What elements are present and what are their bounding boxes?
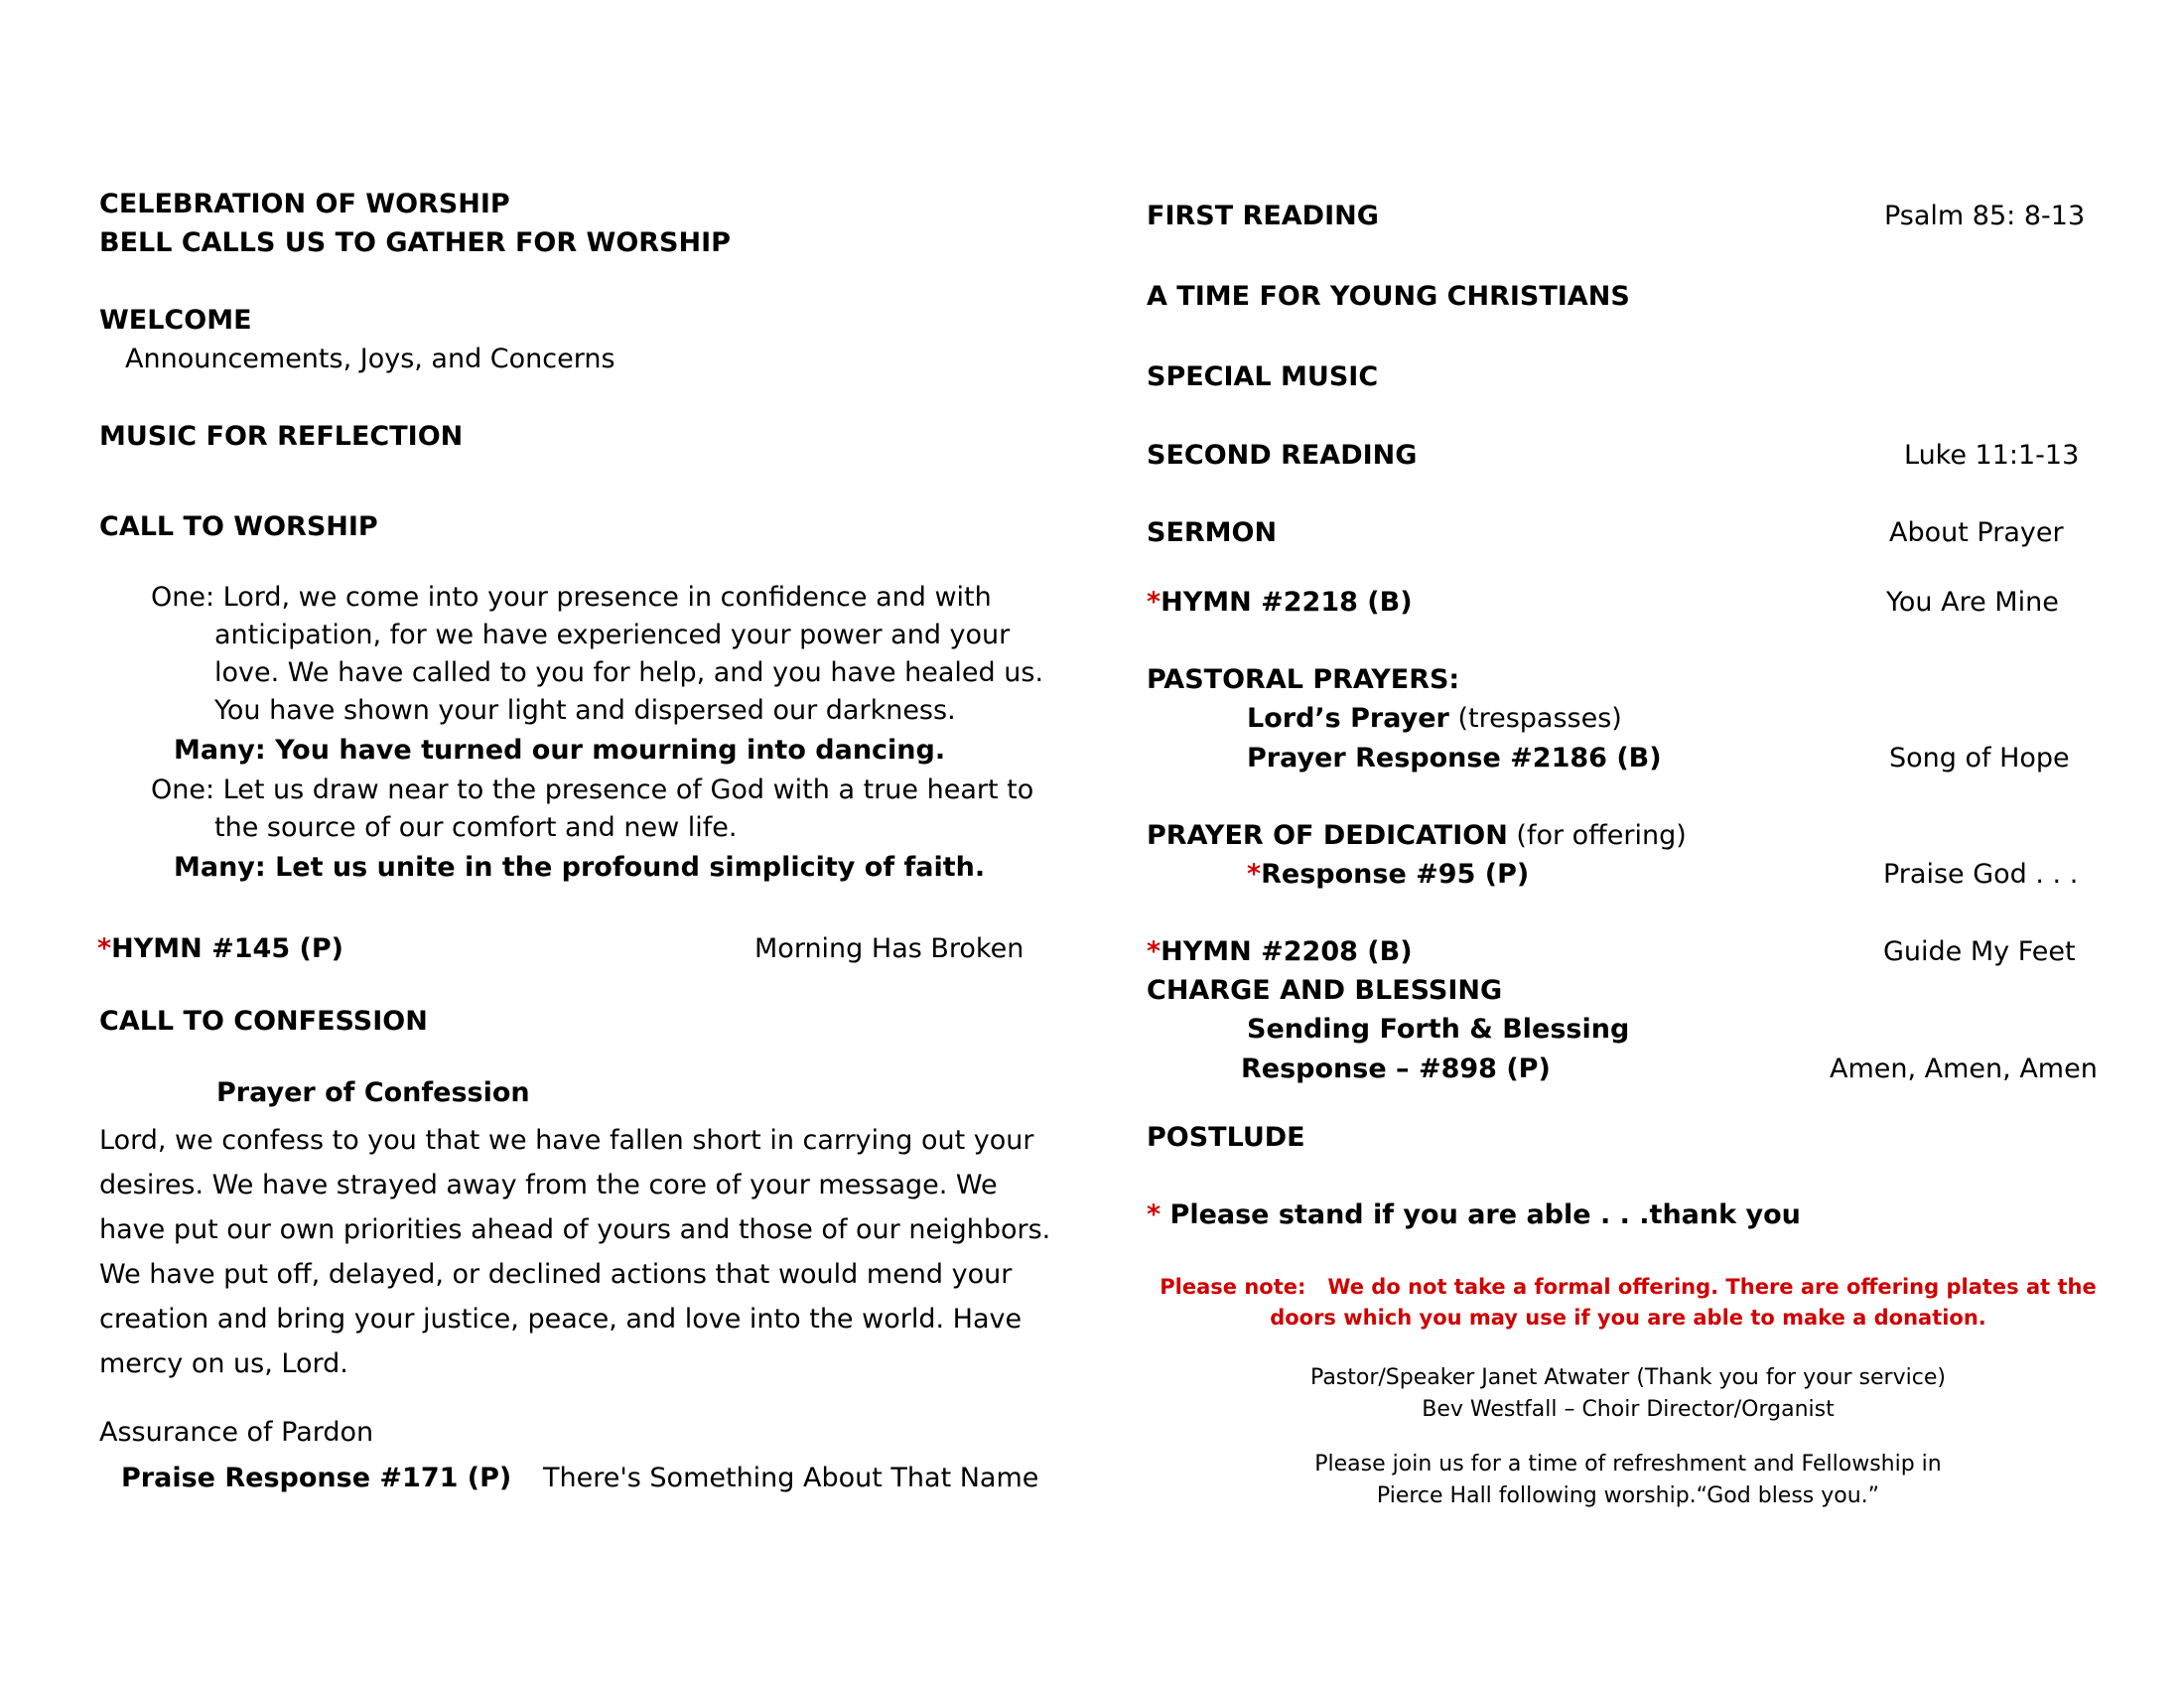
praise-response-title: There's Something About That Name [543, 1463, 1039, 1493]
stand-marker: * [97, 933, 112, 964]
stand-note: * Please stand if you are able . . .thank you [1147, 1199, 1801, 1230]
litany-line: anticipation, for we have experienced your power and your [214, 620, 1011, 650]
heading-sermon: SERMON [1147, 517, 1278, 548]
litany-line: One: Let us draw near to the presence of God with a true heart to [151, 774, 1034, 805]
litany-line: You have shown your light and dispersed our darkness. [214, 695, 956, 726]
hymn-2218: *HYMN #2218 (B) [1147, 587, 1413, 618]
heading-welcome: WELCOME [99, 305, 252, 336]
confession-paragraph: Lord, we confess to you that we have fallen short in carrying out your desires. We have strayed away from the core of your message. We have put our own priorities ahead of yours and those of our neighbors. We have put off, delayed, or declined actions that would mend your creation and bring your justice, peace, and love into the world. Have mercy on us, Lord. [99, 1125, 1051, 1379]
response-95: *Response #95 (P) [1247, 859, 1530, 890]
hymn-2208: *HYMN #2208 (B) [1147, 936, 1413, 967]
fellowship-line: Please join us for a time of refreshment and Fellowship in [1314, 1452, 1942, 1477]
assurance-of-pardon: Assurance of Pardon [99, 1417, 374, 1448]
response-898-title: Amen, Amen, Amen [1830, 1054, 2098, 1084]
litany-response: Many: You have turned our mourning into dancing. [174, 735, 946, 766]
stand-marker: * [1247, 859, 1262, 890]
litany-response: Many: Let us unite in the profound simplicity of faith. [174, 852, 986, 883]
litany-line: One: Lord, we come into your presence in confidence and with [151, 582, 992, 613]
heading-call-to-worship: CALL TO WORSHIP [99, 511, 378, 542]
response-898: Response – #898 (P) [1241, 1054, 1551, 1084]
heading-second-reading: SECOND READING [1147, 440, 1418, 471]
response-95-title: Praise God . . . [1883, 859, 2079, 890]
announcements-text: Announcements, Joys, and Concerns [125, 344, 615, 374]
stand-marker: * [1147, 936, 1161, 967]
heading-celebration: CELEBRATION OF WORSHIP [99, 189, 510, 219]
second-reading-ref: Luke 11:1-13 [1904, 440, 2080, 471]
choir-line: Bev Westfall – Choir Director/Organist [1422, 1397, 1835, 1422]
litany-line: the source of our comfort and new life. [214, 812, 738, 843]
sermon-title: About Prayer [1889, 517, 2064, 548]
lords-prayer: Lord’s Prayer (trespasses) [1247, 703, 1622, 734]
stand-marker: * [1147, 587, 1161, 618]
heading-pastoral-prayers: PASTORAL PRAYERS: [1147, 664, 1460, 695]
first-reading-ref: Psalm 85: 8-13 [1884, 201, 2086, 231]
heading-music-reflection: MUSIC FOR REFLECTION [99, 421, 464, 452]
heading-bell: BELL CALLS US TO GATHER FOR WORSHIP [99, 227, 731, 258]
prayer-response: Prayer Response #2186 (B) [1247, 743, 1662, 774]
prayer-response-title: Song of Hope [1889, 743, 2070, 774]
heading-call-to-confession: CALL TO CONFESSION [99, 1006, 428, 1037]
sending-forth: Sending Forth & Blessing [1247, 1014, 1630, 1045]
hymn-2208-title: Guide My Feet [1883, 936, 2076, 967]
prayer-of-dedication: PRAYER OF DEDICATION (for offering) [1147, 820, 1687, 851]
heading-charge-blessing: CHARGE AND BLESSING [1147, 975, 1503, 1006]
hymn-145: *HYMN #145 (P) [97, 933, 343, 964]
praise-response: Praise Response #171 (P) [121, 1463, 512, 1493]
prayer-of-confession-title: Prayer of Confession [216, 1077, 530, 1108]
hymn-2218-title: You Are Mine [1886, 587, 2059, 618]
heading-special-music: SPECIAL MUSIC [1147, 361, 1379, 392]
pastor-line: Pastor/Speaker Janet Atwater (Thank you for your service) [1310, 1365, 1946, 1390]
offering-note: Please note: We do not take a formal offering. There are offering plates at the doors which you may use if you are able to make a donation. [1160, 1275, 2097, 1330]
fellowship-line: Pierce Hall following worship.“God bless you.” [1376, 1483, 1880, 1508]
hymn-145-title: Morning Has Broken [754, 933, 1024, 964]
heading-postlude: POSTLUDE [1147, 1122, 1305, 1153]
stand-marker: * [1147, 1199, 1161, 1230]
heading-young-christians: A TIME FOR YOUNG CHRISTIANS [1147, 281, 1630, 312]
heading-first-reading: FIRST READING [1147, 201, 1379, 231]
litany-line: love. We have called to you for help, and you have healed us. [214, 657, 1044, 688]
